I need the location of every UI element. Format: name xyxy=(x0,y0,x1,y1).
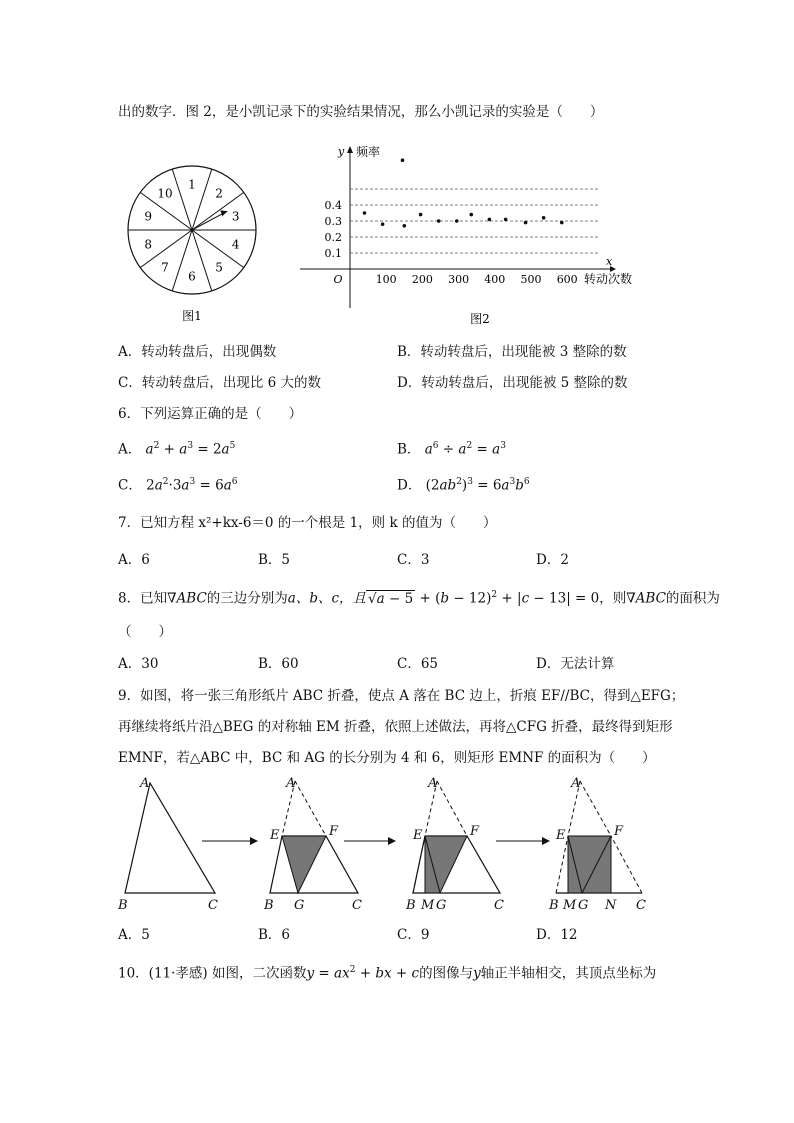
q8-paren: （ ） xyxy=(118,624,172,640)
x-tick-label: 300 xyxy=(448,273,470,286)
spinner-label: 9 xyxy=(144,209,153,224)
svg-text:E: E xyxy=(270,828,280,843)
q6-option-c: C． $2a^2\cdot 3a^3 = 6a^6$ xyxy=(118,477,238,494)
spinner-label: 3 xyxy=(231,209,240,224)
svg-text:A: A xyxy=(571,776,581,791)
y-axis-arrow xyxy=(347,146,353,153)
q7-option-d: D．2 xyxy=(536,552,569,568)
svg-text:C: C xyxy=(494,898,504,913)
data-point xyxy=(469,213,473,217)
q9-line-3: EMNF，若△ABC 中，BC 和 AG 的长分别为 4 和 6，则矩形 EMNF 的面积为（ ） xyxy=(118,750,656,766)
spinner-pointer-head xyxy=(220,210,227,216)
svg-text:C: C xyxy=(352,898,362,913)
spinner-label: 1 xyxy=(188,177,196,192)
svg-text:B: B xyxy=(264,898,274,913)
y-tick-label: 0.3 xyxy=(324,215,342,228)
data-point xyxy=(488,218,492,222)
y-tick-label: 0.1 xyxy=(324,247,342,260)
q9-line-2: 再继续将纸片沿△BEG 的对称轴 EM 折叠，依照上述做法，再将△CFG 折叠，最终得到矩形 xyxy=(118,719,673,735)
origin-label: O xyxy=(333,273,343,286)
q5-stem: 出的数字．图 2，是小凯记录下的实验结果情况，那么小凯记录的实验是（ ） xyxy=(118,104,604,120)
x-axis-title: 转动次数 xyxy=(584,272,633,286)
svg-text:B: B xyxy=(406,898,416,913)
q8-option-d: D．无法计算 xyxy=(536,656,615,672)
q7-option-b: B．5 xyxy=(258,552,291,568)
spinner-label: 7 xyxy=(161,260,169,275)
q8-stem: 8．已知∇ABC的三边分别为a、b、c，且 $√a - 5 + (b - 12)^2 + |c - 13| = 0$，则∇ABC的面积为 xyxy=(118,590,720,607)
q9-option-a: A．5 xyxy=(118,927,150,943)
q7-option-c: C．3 xyxy=(397,552,430,568)
q7-option-a: A．6 xyxy=(118,552,150,568)
spinner-label: 10 xyxy=(157,186,173,201)
spinner-figure xyxy=(120,150,265,330)
svg-text:A: A xyxy=(140,776,150,791)
data-point xyxy=(381,222,385,226)
folding-figures xyxy=(110,773,670,918)
data-point xyxy=(437,219,441,223)
q9-option-d: D．12 xyxy=(536,927,578,943)
spinner-label: 8 xyxy=(144,237,153,252)
y-tick-label: 0.2 xyxy=(324,231,342,244)
svg-text:E: E xyxy=(413,828,423,843)
data-point xyxy=(363,211,367,215)
q5-option-a: A．转动转盘后，出现偶数 xyxy=(118,344,277,360)
data-point xyxy=(560,221,564,225)
spinner-label: 6 xyxy=(188,269,196,284)
svg-text:C: C xyxy=(636,898,646,913)
data-point xyxy=(455,219,459,223)
spinner-label: 4 xyxy=(231,237,240,252)
data-point xyxy=(542,216,546,220)
q6-option-d: D． $(2ab^2)^3 = 6a^3b^6$ xyxy=(397,477,530,494)
q8-option-b: B．60 xyxy=(258,656,299,672)
q8-option-c: C．65 xyxy=(397,656,439,672)
y-axis-title: 频率 xyxy=(356,145,381,159)
data-point xyxy=(504,218,508,222)
svg-text:E: E xyxy=(556,828,566,843)
frequency-chart xyxy=(290,143,650,328)
spinner-wheel xyxy=(128,166,256,294)
svg-text:F: F xyxy=(470,824,480,839)
q8-option-a: A．30 xyxy=(118,656,159,672)
svg-text:F: F xyxy=(329,824,339,839)
x-tick-label: 100 xyxy=(375,273,397,286)
svg-text:B: B xyxy=(118,898,128,913)
svg-text:C: C xyxy=(208,898,218,913)
q7-stem: 7．已知方程 x²+kx-6＝0 的一个根是 1，则 k 的值为（ ） xyxy=(118,515,497,531)
svg-text:G: G xyxy=(578,898,589,913)
svg-text:G: G xyxy=(436,898,447,913)
x-axis-letter: x xyxy=(606,255,613,268)
q9-line-1: 9．如图，将一张三角形纸片 ABC 折叠，使点 A 落在 BC 边上，折痕 EF//BC，得到△EFG； xyxy=(118,688,685,704)
spinner-label: 5 xyxy=(215,260,223,275)
x-tick-label: 200 xyxy=(411,273,433,286)
q5-option-d: D．转动转盘后，出现能被 5 整除的数 xyxy=(397,375,628,391)
x-tick-label: 400 xyxy=(484,273,506,286)
svg-text:M: M xyxy=(563,898,577,913)
spinner-label: 2 xyxy=(215,186,223,201)
data-point xyxy=(403,224,407,228)
svg-text:F: F xyxy=(614,824,624,839)
q6-option-a: A． $a^2 + a^3 = 2a^5$ xyxy=(118,441,236,458)
q9-option-c: C．9 xyxy=(397,927,430,943)
x-tick-label: 500 xyxy=(520,273,542,286)
q9-option-b: B．6 xyxy=(258,927,291,943)
svg-text:A: A xyxy=(428,776,438,791)
data-point xyxy=(524,221,528,225)
q6-stem: 6．下列运算正确的是（ ） xyxy=(118,406,303,422)
fig2-caption: 图2 xyxy=(470,312,490,326)
svg-text:A: A xyxy=(286,776,296,791)
data-point xyxy=(401,158,405,162)
y-axis-letter: y xyxy=(338,145,345,158)
svg-text:N: N xyxy=(605,898,617,913)
q5-option-c: C．转动转盘后，出现比 6 大的数 xyxy=(118,375,322,391)
q6-option-b: B． $a^6 \div a^2 = a^3$ xyxy=(397,441,506,458)
data-point xyxy=(419,213,423,217)
q5-option-b: B．转动转盘后，出现能被 3 整除的数 xyxy=(397,344,627,360)
y-tick-label: 0.4 xyxy=(324,199,342,212)
svg-text:G: G xyxy=(294,898,305,913)
x-tick-label: 600 xyxy=(556,273,578,286)
fig1-caption: 图1 xyxy=(182,309,202,323)
svg-text:M: M xyxy=(421,898,435,913)
svg-text:B: B xyxy=(549,898,559,913)
q10-stem: 10．(11·孝感) 如图，二次函数$y = ax^2$ + bx + c的图像与y轴正半轴相交，其顶点坐标为 xyxy=(118,965,657,982)
